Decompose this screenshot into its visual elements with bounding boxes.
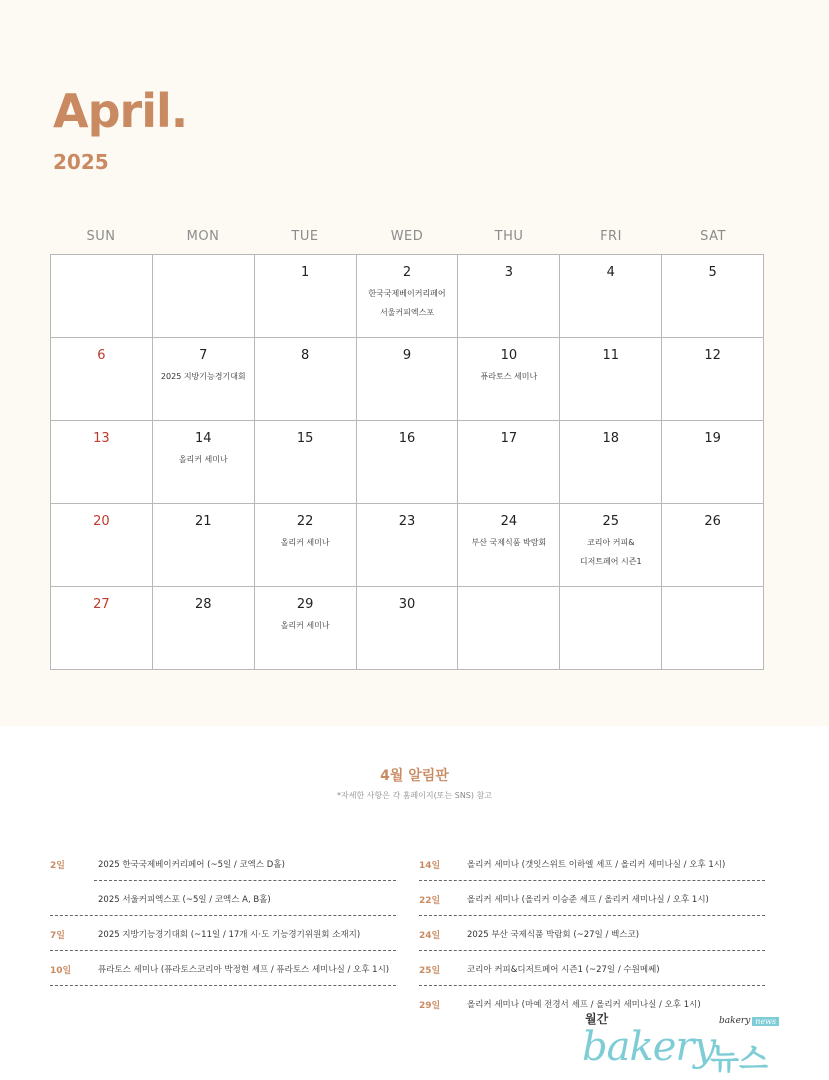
day-number: 12	[704, 348, 721, 363]
calendar-day-cell	[153, 255, 255, 338]
calendar-day-cell	[51, 338, 153, 421]
notice-item	[419, 955, 765, 990]
notice-date: 22일	[419, 896, 441, 906]
dashed-divider	[419, 915, 765, 916]
calendar-day-cell	[51, 255, 153, 338]
calendar-day-cell	[662, 421, 764, 504]
day-number: 7	[199, 348, 208, 363]
day-number: 24	[500, 514, 518, 529]
notice-item	[50, 850, 396, 885]
day-number	[153, 265, 254, 283]
calendar-week	[51, 587, 764, 670]
day-number: 14	[195, 431, 212, 446]
day-number: 27	[93, 597, 110, 612]
day-event: 올리커 세미나	[178, 455, 228, 464]
calendar-day-cell	[662, 338, 764, 421]
dashed-divider	[94, 880, 396, 881]
notice-date: 25일	[419, 966, 441, 976]
calendar-day-cell	[357, 255, 459, 338]
calendar-day-cell	[560, 255, 662, 338]
day-number: 25	[602, 514, 619, 529]
logo-badge-left: bakery	[719, 1016, 751, 1026]
day-event: 코리아 커피&	[587, 538, 635, 547]
calendar-day-cell	[560, 338, 662, 421]
calendar-day-cell	[357, 504, 459, 587]
calendar-day-cell	[357, 421, 459, 504]
day-number: 15	[296, 431, 314, 446]
day-event: 서울커피엑스포	[379, 308, 435, 317]
day-number: 20	[93, 514, 110, 529]
calendar-day-cell	[458, 421, 560, 504]
day-event: 퓨라토스 세미나	[480, 372, 538, 381]
notice-text: 2025 부산 국제식품 박람회 (~27일 / 벡스코)	[467, 930, 640, 940]
notice-item	[419, 885, 765, 920]
logo-news: 뉴스	[710, 1042, 768, 1077]
notice-list-left	[50, 850, 396, 990]
dashed-divider	[50, 915, 396, 916]
day-event: 올리커 세미나	[280, 538, 330, 547]
weekday-tue: TUE	[291, 229, 319, 244]
dashed-divider	[50, 950, 396, 951]
day-number: 26	[704, 514, 721, 529]
day-number: 28	[195, 597, 212, 612]
day-event: 디저트페어 시즌1	[579, 557, 642, 566]
logo-badge-right: news	[752, 1017, 779, 1026]
weekday-mon: MON	[186, 229, 220, 244]
notice-board-subtitle: *자세한 사항은 각 홈페이지(또는 SNS) 참고	[336, 791, 493, 800]
year-label: 2025	[53, 150, 109, 174]
notice-date: 2일	[50, 861, 65, 871]
day-number: 4	[606, 265, 615, 280]
notice-item	[419, 850, 765, 885]
day-number: 22	[296, 514, 314, 529]
notice-text: 코리아 커피&디저트페어 시즌1 (~27일 / 수원메쎄)	[467, 965, 660, 975]
notice-text: 2025 한국국제베이커리페어 (~5일 / 코엑스 D홀)	[98, 860, 285, 870]
calendar-week	[51, 421, 764, 504]
notice-list-right	[419, 850, 765, 1025]
calendar-week	[51, 338, 764, 421]
day-number: 9	[402, 348, 412, 363]
day-event: 2025 지방기능경기대회	[160, 372, 246, 381]
day-number: 19	[704, 431, 721, 446]
day-number	[458, 597, 559, 615]
notice-item	[50, 920, 396, 955]
calendar-day-cell	[255, 504, 357, 587]
day-number: 3	[504, 265, 513, 280]
logo-monthly: 월간	[585, 1012, 609, 1026]
notice-text: 2025 서울커피엑스포 (~5일 / 코엑스 A, B홀)	[98, 895, 271, 905]
day-number: 2	[402, 265, 412, 280]
day-number: 6	[97, 348, 106, 363]
weekday-sun: SUN	[86, 229, 116, 244]
day-event: 부산 국제식품 박람회	[471, 538, 547, 547]
weekday-header	[50, 229, 764, 244]
bakery-news-logo	[580, 1010, 780, 1076]
calendar-day-cell	[357, 338, 459, 421]
calendar-day-cell	[458, 255, 560, 338]
day-number: 13	[93, 431, 110, 446]
notice-date: 24일	[419, 931, 441, 941]
calendar-day-cell	[662, 504, 764, 587]
dashed-divider	[419, 880, 765, 881]
logo-badge	[717, 1014, 779, 1028]
dashed-divider	[50, 985, 396, 986]
calendar-day-cell	[458, 504, 560, 587]
notice-date: 7일	[50, 931, 65, 941]
logo-brand: bakery	[582, 1024, 716, 1070]
notice-date: 29일	[419, 1001, 441, 1011]
weekday-wed: WED	[390, 229, 424, 244]
notice-text: 퓨라토스 세미나 (퓨라토스코리아 박정현 셰프 / 퓨라토스 세미나실 / 오후 1시)	[98, 965, 390, 975]
dashed-divider	[419, 950, 765, 951]
calendar-day-cell	[560, 587, 662, 670]
notice-text: 올리커 세미나 (갯잇스위트 이하엘 셰프 / 올리커 세미나실 / 오후 1시)	[467, 860, 726, 870]
day-number	[662, 597, 763, 615]
calendar-day-cell	[255, 421, 357, 504]
day-number	[560, 597, 661, 615]
day-number	[51, 265, 152, 283]
calendar-day-cell	[662, 587, 764, 670]
notice-item	[50, 885, 396, 920]
day-number: 30	[398, 597, 416, 612]
dashed-divider	[419, 985, 765, 986]
calendar-day-cell	[560, 421, 662, 504]
calendar-day-cell	[662, 255, 764, 338]
calendar-day-cell	[458, 338, 560, 421]
calendar-day-cell	[560, 504, 662, 587]
weekday-fri: FRI	[600, 229, 622, 244]
notice-item	[419, 920, 765, 955]
day-event: 올리커 세미나	[280, 621, 330, 630]
calendar-day-cell	[153, 421, 255, 504]
notice-text: 올리커 세미나 (올리커 이승준 셰프 / 올리커 세미나실 / 오후 1시)	[467, 895, 709, 905]
calendar-day-cell	[153, 587, 255, 670]
notice-text: 2025 지방기능경기대회 (~11일 / 17개 시·도 기능경기위원회 소재지)	[98, 930, 361, 940]
calendar-day-cell	[255, 587, 357, 670]
notice-date: 10일	[50, 966, 72, 976]
day-event: 한국국제베이커리페어	[368, 289, 446, 298]
calendar-day-cell	[51, 421, 153, 504]
calendar-day-cell	[153, 338, 255, 421]
notice-text: 올리커 세미나 (마예 전경서 셰프 / 올리커 세미나실 / 오후 1시)	[467, 1000, 701, 1010]
calendar-day-cell	[357, 587, 459, 670]
calendar-grid	[50, 254, 764, 670]
day-number: 10	[500, 348, 518, 363]
calendar-week	[51, 504, 764, 587]
notice-item	[50, 955, 396, 990]
month-title: April.	[53, 84, 188, 138]
calendar-day-cell	[51, 504, 153, 587]
notice-date: 14일	[419, 861, 441, 871]
calendar-day-cell	[51, 587, 153, 670]
weekday-sat: SAT	[700, 229, 726, 244]
day-number: 18	[602, 431, 619, 446]
calendar-day-cell	[458, 587, 560, 670]
calendar-day-cell	[255, 338, 357, 421]
day-number: 11	[602, 348, 619, 363]
day-number: 21	[195, 514, 212, 529]
day-number: 16	[398, 431, 416, 446]
day-number: 23	[398, 514, 416, 529]
day-number: 1	[301, 265, 310, 280]
calendar-day-cell	[153, 504, 255, 587]
weekday-thu: THU	[494, 229, 524, 244]
calendar-day-cell	[255, 255, 357, 338]
day-number: 8	[301, 348, 310, 363]
day-number: 5	[708, 265, 717, 280]
notice-board-title: 4월 알림판	[380, 768, 449, 784]
day-number: 17	[500, 431, 518, 446]
calendar-week	[51, 255, 764, 338]
day-number: 29	[296, 597, 314, 612]
